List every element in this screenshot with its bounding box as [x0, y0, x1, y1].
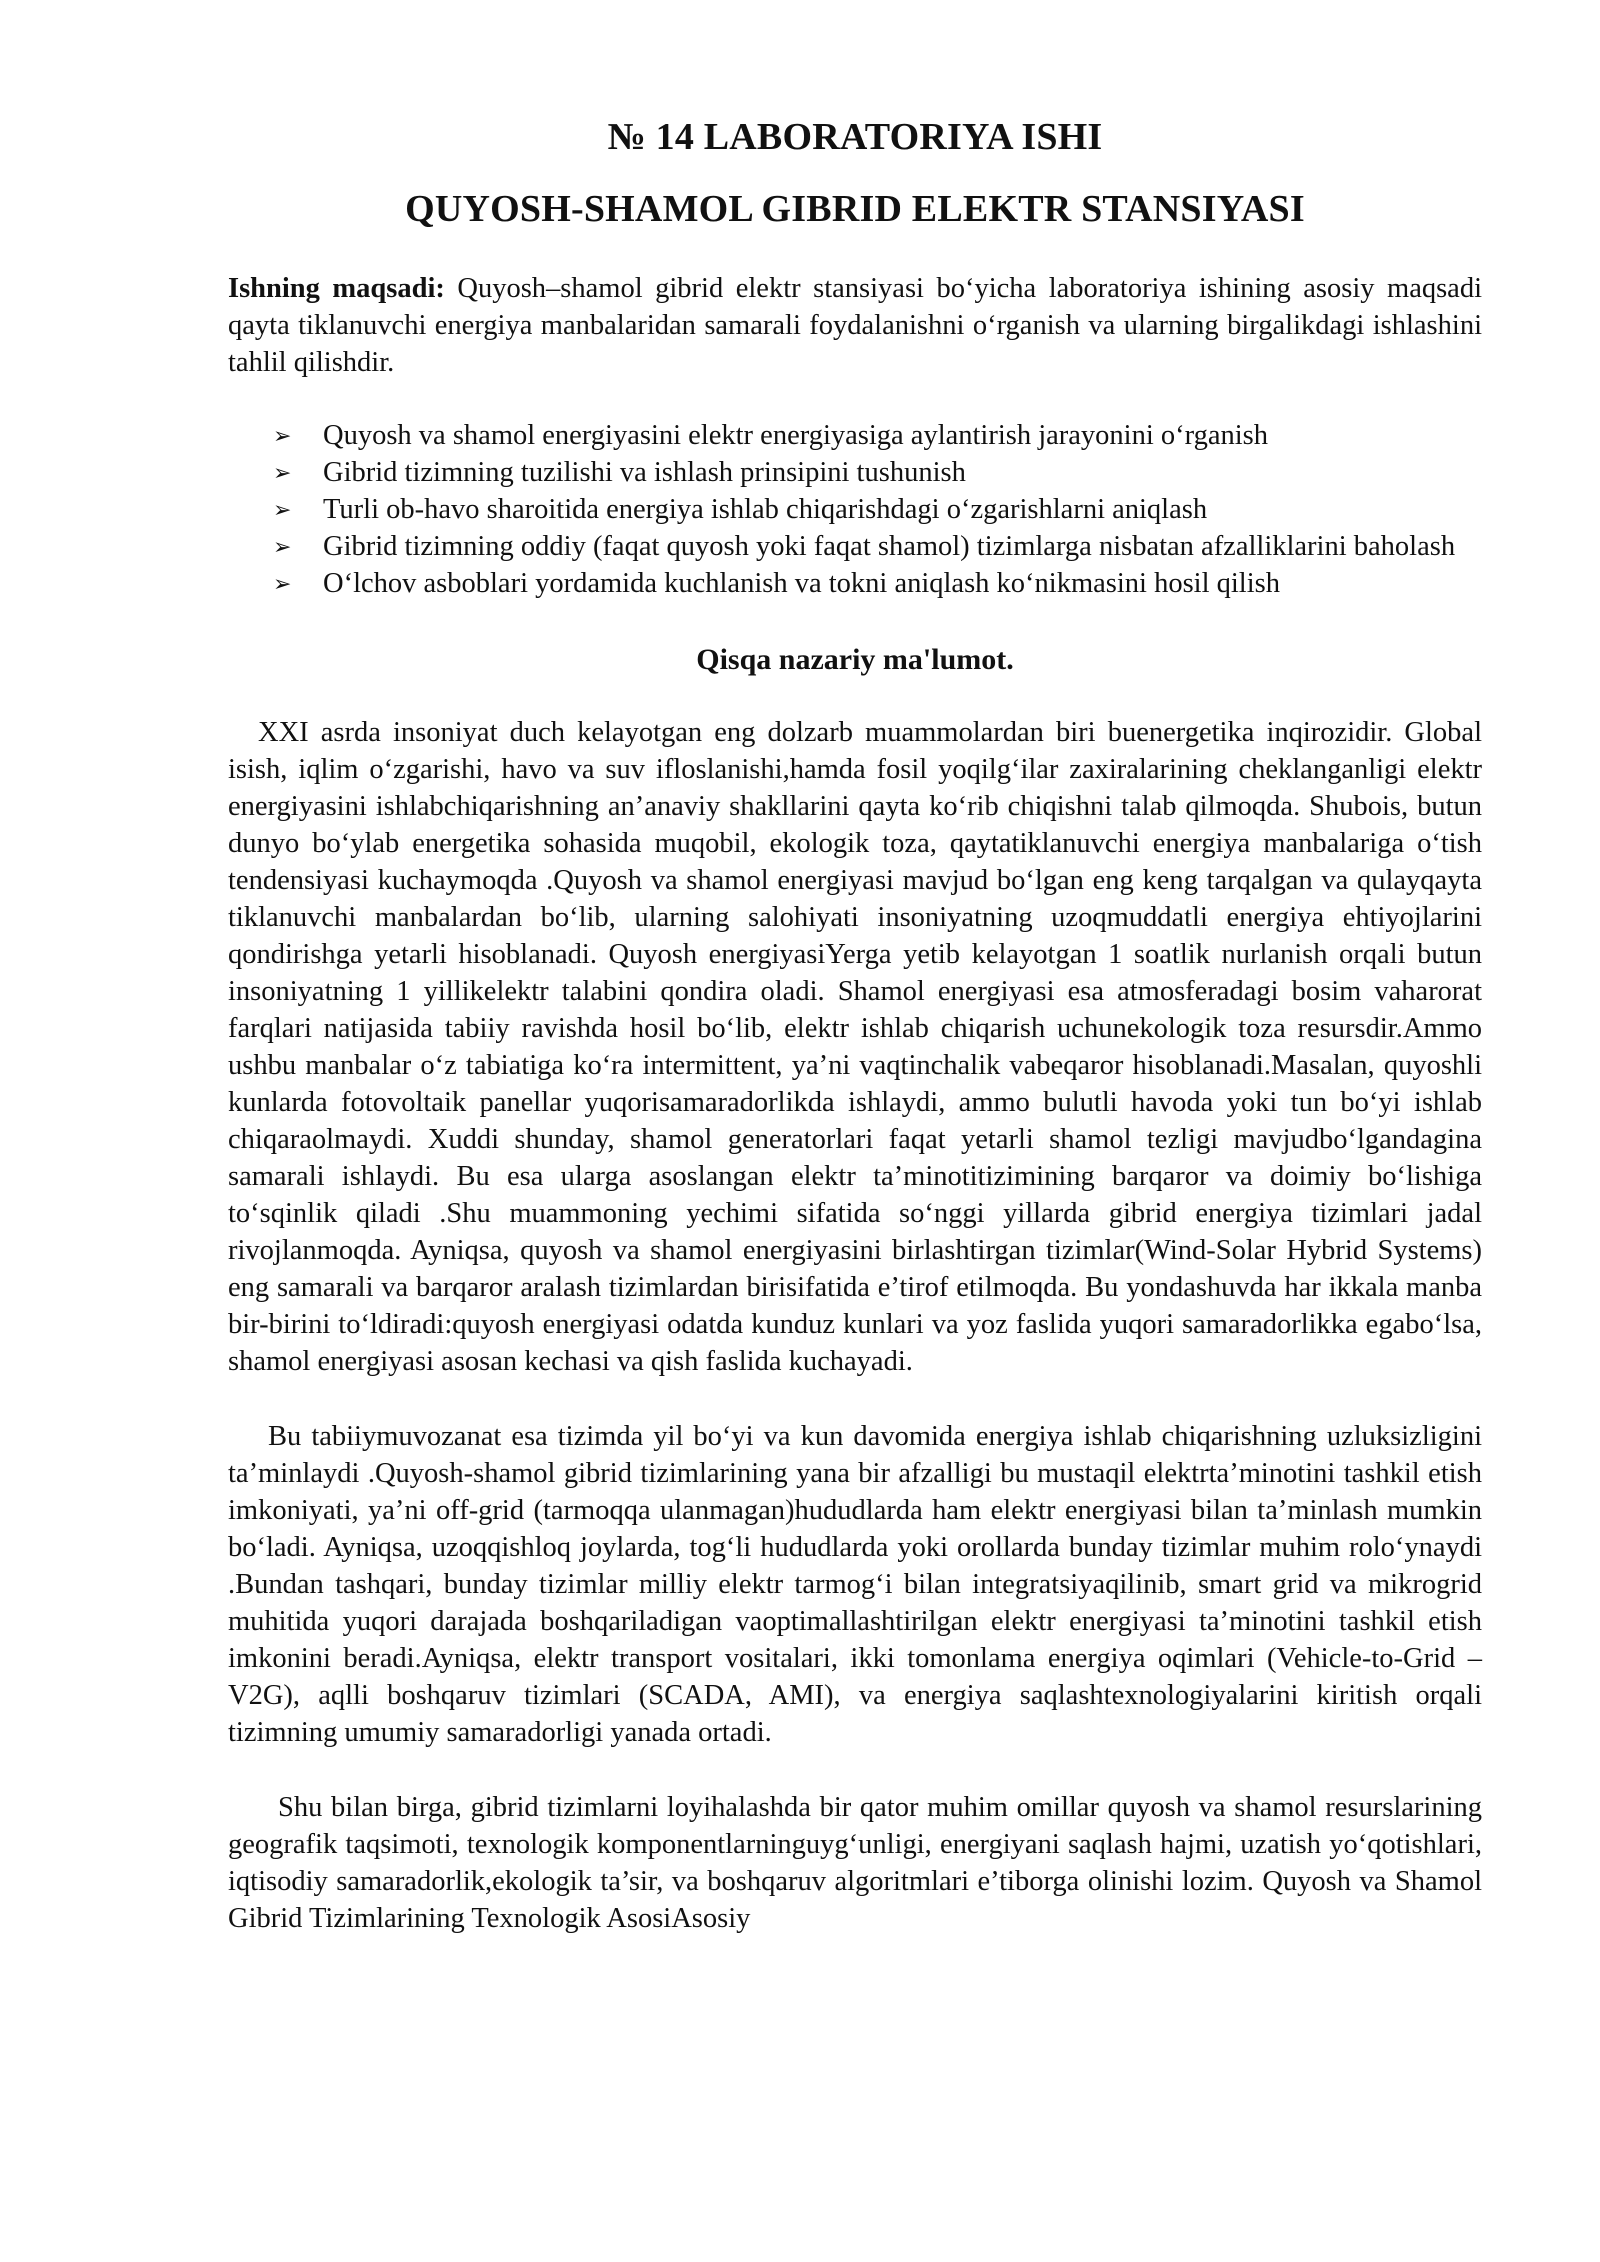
theory-paragraph-1: XXI asrda insoniyat duch kelayotgan eng dolzarb muammolardan biri buenergetika inqirozidir. Global isish, iqlim o‘zgarishi, havo va suv ifloslanishi,hamda fosil yoqilg‘ilar zaxiralarining cheklanganligi elektr energiyasini ishlabchiqarishning an’anaviy shakllarini qayta ko‘rib chiqishni talab qilmoqda. Shubois, butun dunyo bo‘ylab energetika sohasida muqobil, ekologik toza, qaytatiklanuvchi energiya manbalariga o‘tish tendensiyasi kuchaymoqda .Quyosh va shamol energiyasi mavjud bo‘lgan eng keng tarqalgan va qulayqayta tiklanuvchi manbalardan bo‘lib, ularning salohiyati insoniyatning uzoqmuddatli energiya ehtiyojlarini qondirishga yetarli hisoblanadi. Quyosh energiyasiYerga yetib kelayotgan 1 soatlik nurlanish orqali butun insoniyatning 1 yillikelektr talabini qondira oladi. Shamol energiyasi esa atmosferadagi bosim vaharorat farqlari natijasida tabiiy ravishda hosil bo‘lib, elektr ishlab chiqarish uchunekologik toza resursdir.Ammo ushbu manbalar o‘z tabiatiga ko‘ra intermittent, ya’ni vaqtinchalik vabeqaror hisoblanadi.Masalan, quyoshli kunlarda fotovoltaik panellar yuqorisamaradorlikda ishlaydi, ammo bulutli havoda yoki tun bo‘yi ishlab chiqaraolmaydi. Xuddi shunday, shamol generatorlari faqat yetarli shamol tezligi mavjudbo‘lgandagina samarali ishlaydi. Bu esa ularga asoslangan elektr ta’minotitizimining barqaror va doimiy bo‘lishiga to‘sqinlik qiladi .Shu muammoning yechimi sifatida so‘nggi yillarda gibrid energiya tizimlari jadal rivojlanmoqda. Ayniqsa, quyosh va shamol energiyasini birlashtirgan tizimlar(Wind-Solar Hybrid Systems) eng samarali va barqaror aralash tizimlardan birisifatida e’tirof etilmoqda. Bu yondashuvda har ikkala manba bir-birini to‘ldiradi:quyosh energiyasi odatda kunduz kunlari va yoz faslida yuqori samaradorlikka egabo‘lsa, shamol energiyasi asosan kechasi va qish faslida kuchayadi. — [228, 717, 1482, 1377]
lab-number-title: № 14 LABORATORIYA ISHI — [607, 116, 1103, 158]
purpose-paragraph — [228, 270, 1482, 381]
goal-text: Gibrid tizimning oddiy (faqat quyosh yoki faqat shamol) tizimlarga nisbatan afzalliklarini baholash — [323, 531, 1456, 562]
arrow-bullet-icon: ➢ — [273, 423, 292, 448]
arrow-bullet-icon: ➢ — [273, 497, 292, 522]
goal-item — [273, 528, 1482, 565]
goal-item — [273, 454, 1482, 491]
goals-list — [228, 417, 1482, 602]
theory-paragraph-3: Shu bilan birga, gibrid tizimlarni loyihalashda bir qator muhim omillar quyosh va shamol resurslarining geografik taqsimoti, texnologik komponentlarninguyg‘unligi, energiyani saqlash hajmi, uzatish yo‘qotishlari, iqtisodiy samaradorlik,ekologik ta’sir, va boshqaruv algoritmlari e’tiborga olinishi lozim. Quyosh va Shamol Gibrid Tizimlarining Texnologik AsosiAsosiy — [228, 1792, 1482, 1934]
theory-heading: Qisqa nazariy ma'lumot. — [696, 643, 1014, 676]
lab-topic-title: QUYOSH-SHAMOL GIBRID ELEKTR STANSIYASI — [405, 188, 1305, 230]
purpose-label: Ishning maqsadi: — [228, 273, 445, 304]
goal-item — [273, 417, 1482, 454]
arrow-bullet-icon: ➢ — [273, 460, 292, 485]
purpose-text: Quyosh–shamol gibrid elektr stansiyasi bo‘yicha laboratoriya ishining asosiy maqsadi qayta tiklanuvchi energiya manbalaridan samarali foydalanishni o‘rganish va ularning birgalikdagi ishlashini tahlil qilishdir. — [228, 273, 1482, 378]
goal-text: O‘lchov asboblari yordamida kuchlanish va tokni aniqlash ko‘nikmasini hosil qilish — [323, 568, 1280, 599]
arrow-bullet-icon: ➢ — [273, 534, 292, 559]
arrow-bullet-icon: ➢ — [273, 571, 292, 596]
goal-item — [273, 491, 1482, 528]
goal-text: Gibrid tizimning tuzilishi va ishlash prinsipini tushunish — [323, 457, 966, 488]
goal-item — [273, 565, 1482, 602]
goal-text: Turli ob-havo sharoitida energiya ishlab chiqarishdagi o‘zgarishlarni aniqlash — [323, 494, 1208, 525]
theory-paragraph-2: Bu tabiiymuvozanat esa tizimda yil bo‘yi va kun davomida energiya ishlab chiqarishning uzluksizligini ta’minlaydi .Quyosh-shamol gibrid tizimlarining yana bir afzalligi bu mustaqil elektrta’minotini tashkil etish imkoniyati, ya’ni off-grid (tarmoqqa ulanmagan)hududlarda ham elektr energiyasi bilan ta’minlash mumkin bo‘ladi. Ayniqsa, uzoqqishloq joylarda, tog‘li hududlarda yoki orollarda bunday tizimlar muhim rolo‘ynaydi .Bundan tashqari, bunday tizimlar milliy elektr tarmog‘i bilan integratsiyaqilinib, smart grid va mikrogrid muhitida yuqori darajada boshqariladigan vaoptimallashtirilgan elektr energiyasi ta’minotini tashkil etish imkonini beradi.Ayniqsa, elektr transport vositalari, ikki tomonlama energiya oqimlari (Vehicle-to-Grid – V2G), aqlli boshqaruv tizimlari (SCADA, AMI), va energiya saqlashtexnologiyalarini kiritish orqali tizimning umumiy samaradorligi yanada ortadi. — [228, 1421, 1482, 1748]
goal-text: Quyosh va shamol energiyasini elektr energiyasiga aylantirish jarayonini o‘rganish — [323, 420, 1269, 451]
